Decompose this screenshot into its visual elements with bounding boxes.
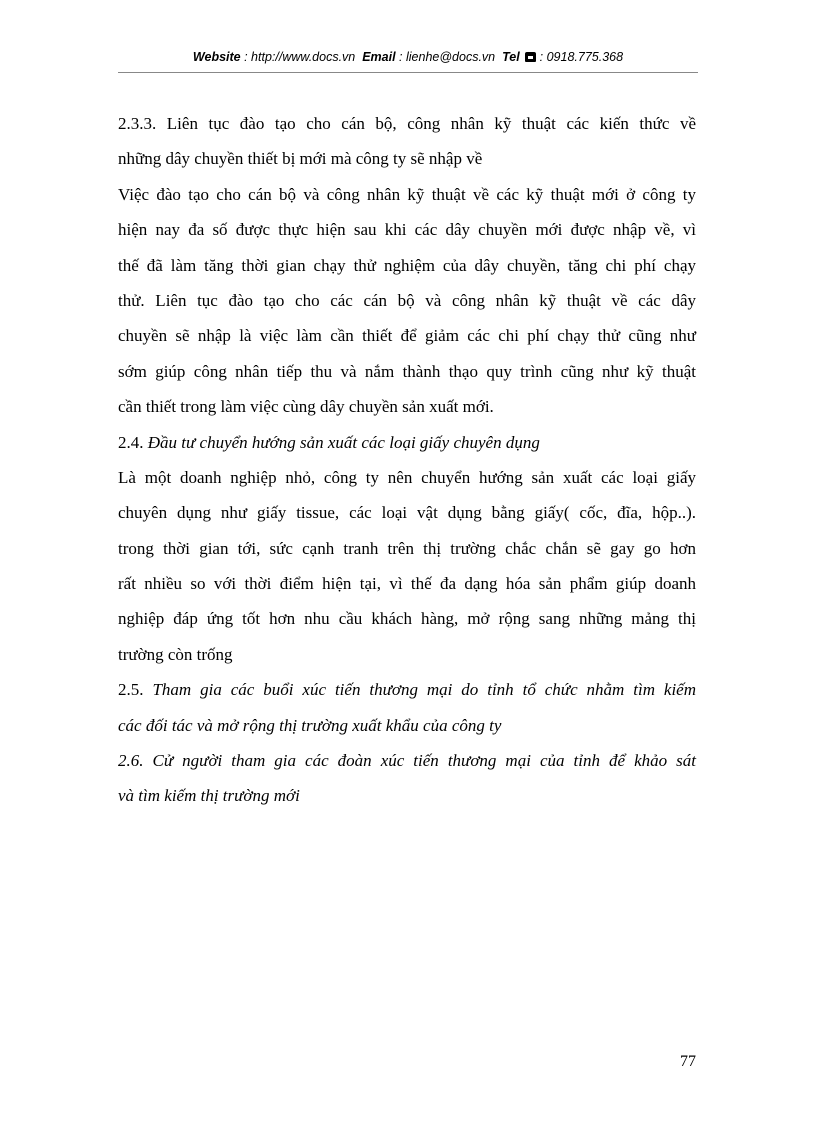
- website-separator: :: [240, 50, 252, 64]
- paragraph-line: rất nhiều so với thời điểm hiện tại, vì thế đa dạng hóa sản phẩm giúp doanh: [118, 574, 696, 594]
- section-heading-2-3-3: 2.3.3. Liên tục đào tạo cho cán bộ, công nhân kỹ thuật các kiến thức về: [118, 114, 696, 133]
- email-separator: :: [395, 50, 406, 64]
- paragraph-line: chuyên dụng như giấy tissue, các loại vật dụng bằng giấy( cốc, đĩa, hộp..).: [118, 503, 696, 523]
- section-heading-2-5: [118, 672, 696, 707]
- paragraph-line: thử. Liên tục đào tạo cho các cán bộ và công nhân kỹ thuật về các dây: [118, 290, 696, 310]
- section-heading-2-6-cont: và tìm kiếm thị trường mới: [118, 786, 300, 806]
- section-number-2-4: 2.4.: [118, 432, 148, 452]
- tel-label: Tel: [502, 50, 520, 64]
- section-title-2-4: Đầu tư chuyển hướng sản xuất các loại giấy chuyên dụng: [147, 432, 540, 452]
- tel-separator: :: [536, 50, 547, 64]
- section-title-2-5: Tham gia các buổi xúc tiến thương mại do tỉnh tổ chức nhằm tìm kiếm: [152, 680, 697, 700]
- website-label: Website: [192, 50, 241, 64]
- header-divider: [118, 72, 698, 73]
- website-url[interactable]: http://www.docs.vn: [251, 50, 356, 64]
- paragraph-line: thế đã làm tăng thời gian chạy thử nghiệm của dây chuyền, tăng chi phí chạy: [118, 255, 696, 275]
- email-label: Email: [362, 50, 396, 64]
- paragraph-line: hiện nay đa số được thực hiện sau khi các dây chuyền mới được nhập về, vì: [118, 220, 696, 240]
- tel-number: 0918.775.368: [546, 50, 624, 64]
- paragraph-line: sớm giúp công nhân tiếp thu và nắm thành thạo quy trình cũng như kỹ thuật: [118, 361, 696, 381]
- paragraph-line: trường còn trống: [118, 644, 233, 664]
- page-number: 77: [680, 1053, 696, 1070]
- section-heading-2-6: 2.6. Cử người tham gia các đoàn xúc tiến thương mại của tỉnh để khảo sát: [118, 751, 696, 771]
- paragraph-line: nghiệp đáp ứng tốt hơn nhu cầu khách hàng, mở rộng sang những mảng thị: [118, 609, 696, 629]
- section-number-2-5: 2.5.: [118, 680, 153, 700]
- section-heading-2-4: [118, 425, 696, 460]
- paragraph-line: Là một doanh nghiệp nhỏ, công ty nên chuyển hướng sản xuất các loại giấy: [118, 467, 696, 487]
- telephone-icon: [525, 52, 536, 62]
- paragraph-line: cần thiết trong làm việc cùng dây chuyền sản xuất mới.: [118, 397, 494, 417]
- section-title-2-5-cont: các đối tác và mở rộng thị trường xuất khẩu của công ty: [118, 715, 502, 735]
- paragraph-line: chuyền sẽ nhập là việc làm cần thiết để giảm các chi phí chạy thử cũng như: [118, 326, 696, 346]
- paragraph-line: Việc đào tạo cho cán bộ và công nhân kỹ thuật về các kỹ thuật mới ở công ty: [118, 184, 696, 204]
- paragraph-line: trong thời gian tới, sức cạnh tranh trên thị trường chắc chắn sẽ gay go hơn: [118, 538, 696, 558]
- section-heading-2-3-3-cont: những dây chuyền thiết bị mới mà công ty sẽ nhập về: [118, 149, 483, 169]
- email-address[interactable]: lienhe@docs.vn: [406, 50, 496, 64]
- page-header: [118, 50, 698, 64]
- document-body: [118, 106, 696, 814]
